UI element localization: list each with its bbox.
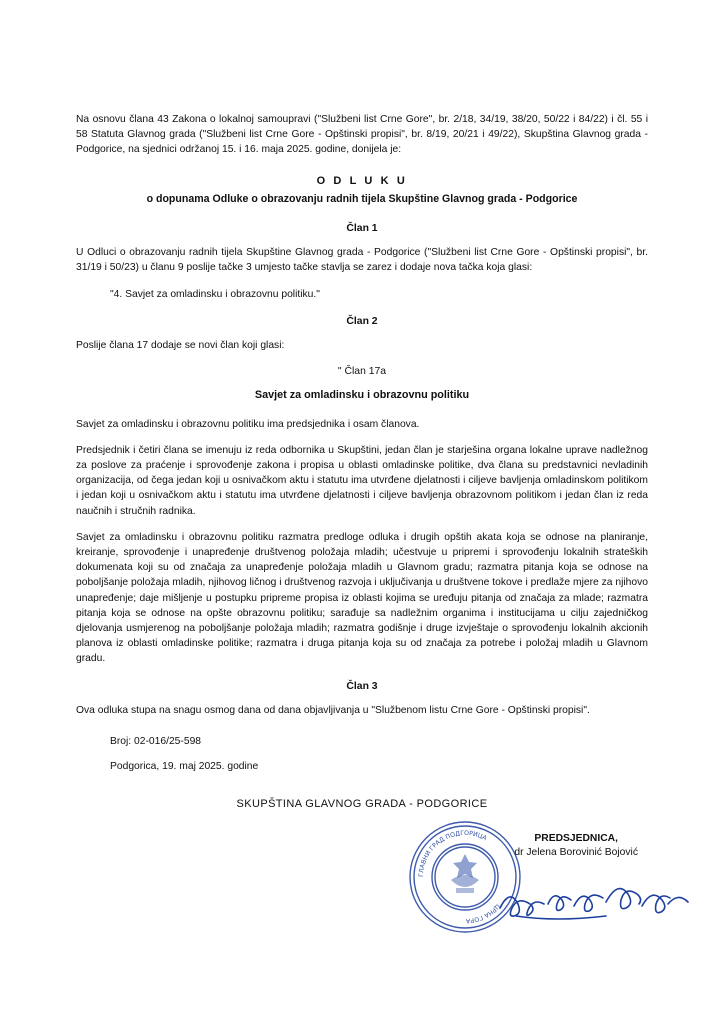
article-1-quote: "4. Savjet za omladinsku i obrazovnu politiku." — [110, 288, 320, 300]
place-and-date: Podgorica, 19. maj 2025. godine — [110, 761, 259, 773]
article-1-text: U Odluci o obrazovanju radnih tijela Skupštine Glavnog grada - Podgorice ("Službeni list Crne Gore - Opštinski propisi", br. 31/19 i 50/23) u članu 9 poslije tačke 3 umjesto tačke stavlja se zarez i dodaje nova tačka koja glasi: — [76, 247, 648, 274]
handwritten-signature-icon — [496, 870, 696, 930]
assembly-name: SKUPŠTINA GLAVNOG GRADA - PODGORICE — [236, 797, 488, 810]
savjet-paragraph-2: Predsjednik i četiri člana se imenuju iz reda odbornika u Skupštini, jedan član je starješina organa lokalne uprave nadležnog za poslove za praćenje i sprovođenje zakona i propisa u oblasti omladinske politike, dva člana su predstavnici nevladinih organizacija, od čega jedan koji u osnivačkom aktu i statutu ima utvrđene djelatnosti i ciljeve bavljenja omladinskom politikom i jedan koji u osnivačkom aktu i statutu ima utvrđene djelatnosti i ciljeve bavljenja obrazovnom politikom i jedan član iz reda naučnih i stručnih radnika. — [76, 444, 648, 517]
article-1-heading: Član 1 — [346, 223, 378, 235]
article-17a-heading: " Član 17a — [337, 366, 387, 378]
document-number: Broj: 02-016/25-598 — [110, 736, 202, 748]
signer-name: dr Jelena Borovinić Bojović — [514, 846, 638, 858]
svg-text:ЦРНА ГОРА: ЦРНА ГОРА — [465, 902, 502, 924]
document-subtitle: o dopunama Odluke o obrazovanju radnih tijela Skupštine Glavnog grada - Podgorice — [146, 192, 578, 205]
savjet-title: Savjet za omladinsku i obrazovnu politiku — [254, 389, 470, 402]
intro-paragraph: Na osnovu člana 43 Zakona o lokalnoj samoupravi ("Službeni list Crne Gore", br. 2/18, 34/19, 38/20, 50/22 i 84/22) i čl. 55 i 58 Statuta Glavnog grada ("Službeni list Crne Gore - Opštinski propisi", br. 8/19, 20/21 i 49/22), Skupština Glavnog grada - Podgorice, na sjednici održanoj 15. i 16. maja 2025. godine, donijela je: — [76, 114, 648, 156]
article-2-text: Poslije člana 17 dodaje se novi član koji glasi: — [76, 340, 285, 352]
signer-block — [514, 832, 638, 860]
article-2-heading: Član 2 — [346, 315, 378, 327]
savjet-paragraph-3: Savjet za omladinsku i obrazovnu politiku razmatra predloge odluka i drugih opštih akata koja se odnose na planiranje, kreiranje, sprovođenje i unapređenje društvenog položaja mladih; učestvuje u pripremi i sprovođenju lokalnih strateških dokumenata koji su od značaja za unapređenje položaja mladih u Glavnom gradu; razmatra pitanja koja se odnose na poboljšanje položaja mladih, njihovog ličnog i društvenog razvoja i uključivanja u društvene tokove i predlaže mjere za njihovo unapređenje; daje mišljenje u postupku pripreme propisa iz oblasti kojima se uređuju pitanja od značaja za mlade; razmatra pitanja koja se odnose na opšte obrazovnu politiku; sarađuje sa nadležnim organima i institucijama u cilju zajedničkog djelovanja usmjerenog na poboljšanje položaja mladih; razmatra godišnje i druge izvještaje o sprovođenju lokalnih akcionih planova iz oblasti omladinske politike; razmatra i druga pitanja koja su od značaja za potrebe i položaj mladih u Glavnom gradu. — [76, 531, 648, 665]
article-3-heading: Član 3 — [346, 680, 378, 692]
article-3-text: Ova odluka stupa na snagu osmog dana od dana objavljivanja u "Službenom listu Crne Gore - Opštinski propisi". — [76, 704, 590, 716]
signature-area — [76, 818, 648, 938]
document-title: O D L U K U — [316, 174, 408, 187]
document-body — [76, 112, 648, 938]
reference-block — [110, 734, 648, 774]
savjet-paragraph-1: Savjet za omladinsku i obrazovnu politiku ima predsjednika i osam članova. — [76, 418, 420, 430]
svg-text:ГЛАВНИ ГРАД ПОДГОРИЦА: ГЛАВНИ ГРАД ПОДГОРИЦА — [417, 829, 488, 877]
signer-title: PREDSJEDNICA, — [534, 832, 618, 844]
